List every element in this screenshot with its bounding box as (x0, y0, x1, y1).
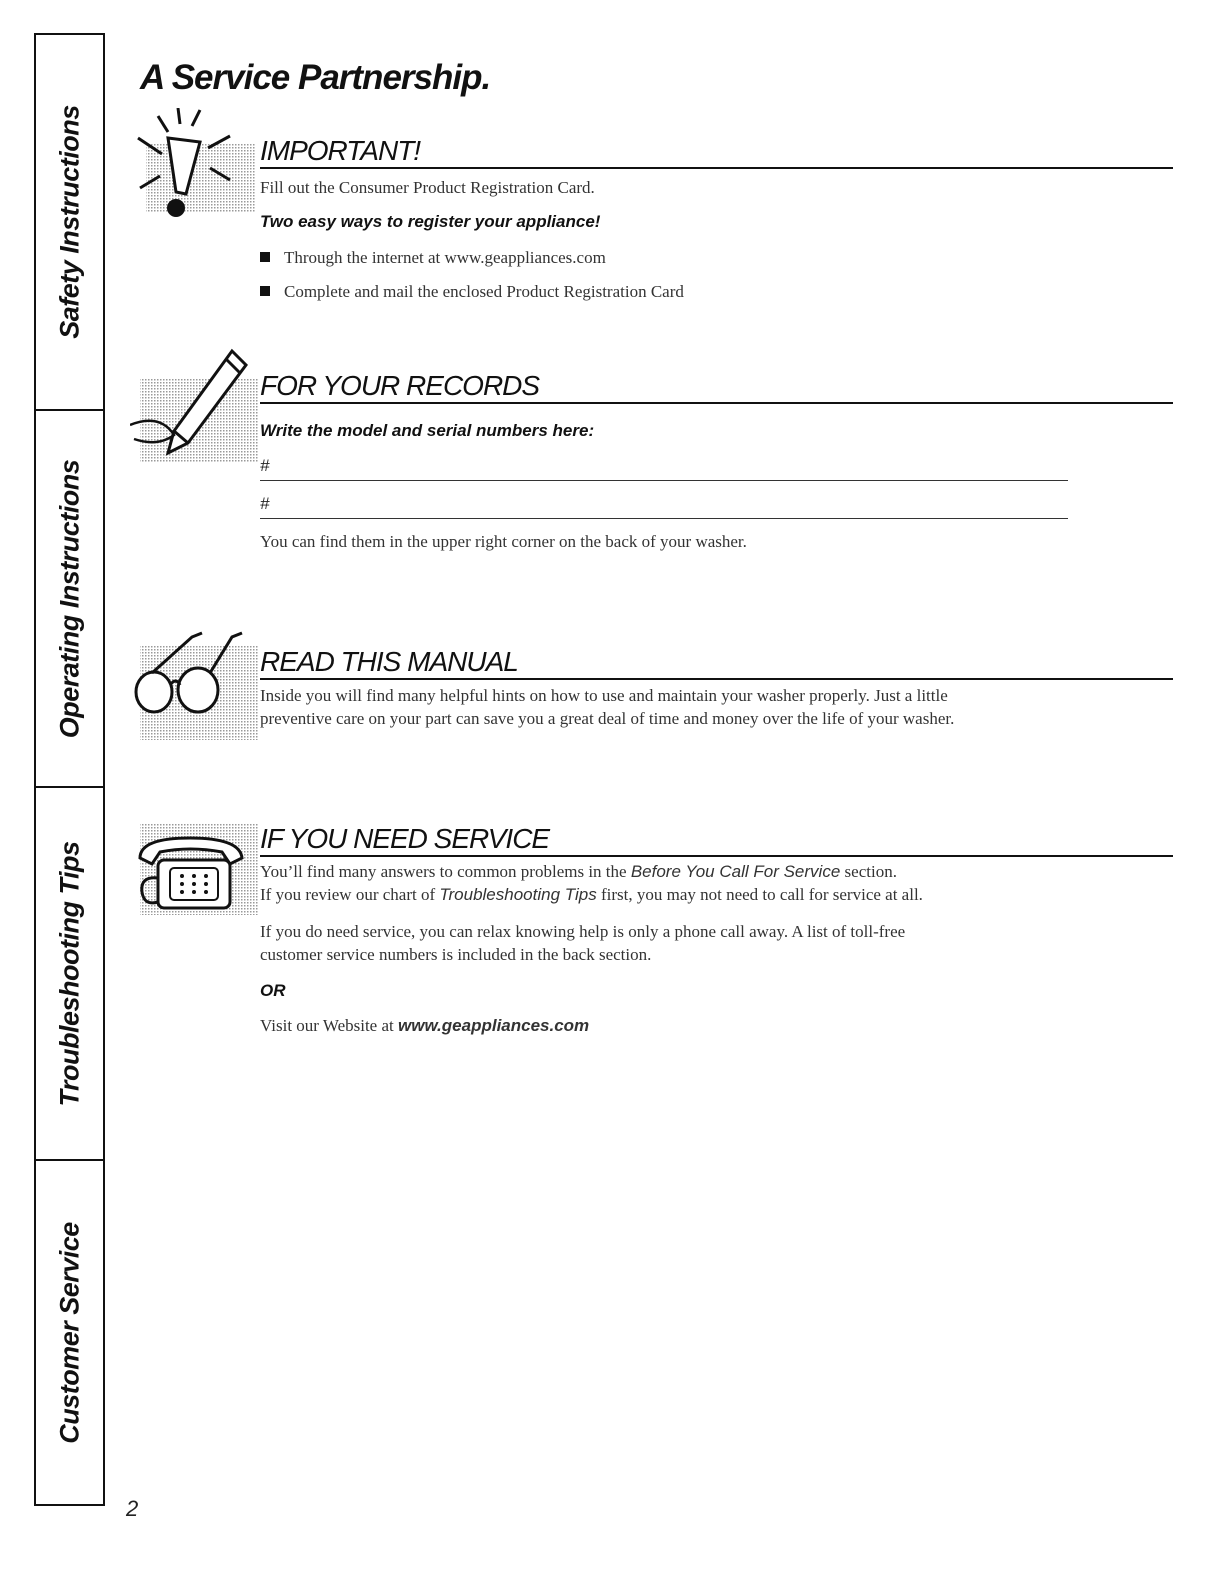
text-run: Visit our Website at (260, 1016, 394, 1035)
page-number: 2 (126, 1496, 139, 1521)
section-tabs (34, 33, 105, 1506)
or-label: OR (260, 981, 286, 1000)
telephone-icon (130, 818, 260, 918)
service-text-line: customer service numbers is included in the back section. (260, 945, 652, 964)
list-item (260, 282, 684, 302)
tab-customer-service[interactable] (36, 1161, 103, 1504)
website-line (260, 1016, 589, 1035)
list-item (260, 248, 606, 268)
tab-operating-instructions[interactable] (36, 411, 103, 788)
records-section (130, 343, 1173, 563)
glasses-icon (130, 625, 260, 745)
important-section (130, 108, 1173, 308)
text-run: You’ll find many answers to common problems in the (260, 862, 627, 881)
manual-heading: READ THIS MANUAL (260, 647, 1173, 680)
serial-number-line[interactable] (260, 494, 1068, 519)
text-run: If you review our chart of (260, 885, 436, 904)
section-reference: Troubleshooting Tips (439, 885, 597, 904)
service-heading: IF YOU NEED SERVICE (260, 824, 1173, 857)
manual-text-line: Inside you will find many helpful hints on how to use and maintain your washer properly. Just a little (260, 686, 948, 705)
pencil-icon (130, 343, 260, 468)
model-number-line[interactable] (260, 456, 1068, 481)
website-link[interactable]: www.geappliances.com (398, 1016, 590, 1035)
tab-label: Customer Service (54, 1221, 84, 1444)
bullet-text: Complete and mail the enclosed Product Registration Card (284, 282, 684, 301)
tab-label: Operating Instructions (54, 459, 84, 738)
service-text-line (260, 862, 897, 881)
tab-safety-instructions[interactable] (36, 35, 103, 411)
important-heading: IMPORTANT! (260, 136, 1173, 169)
line-prefix: # (260, 494, 270, 513)
records-heading: FOR YOUR RECORDS (260, 371, 1173, 404)
service-text-line (260, 885, 923, 904)
bullet-text: Through the internet at www.geappliances.com (284, 248, 606, 267)
manual-text-line: preventive care on your part can save you a great deal of time and money over the life of your washer. (260, 709, 955, 728)
manual-section (130, 625, 1173, 750)
records-note: You can find them in the upper right corner on the back of your washer. (260, 532, 747, 551)
section-reference: Before You Call For Service (630, 862, 841, 881)
service-text-line: If you do need service, you can relax knowing help is only a phone call away. A list of toll-free (260, 922, 906, 941)
tab-label: Safety Instructions (54, 105, 84, 339)
text-run: section. (844, 862, 897, 881)
page-title: A Service Partnership. (140, 58, 491, 97)
line-prefix: # (260, 456, 270, 475)
exclamation-icon (130, 108, 260, 223)
bullet-icon (260, 252, 270, 262)
registration-intro: Fill out the Consumer Product Registration Card. (260, 178, 595, 197)
bullet-icon (260, 286, 270, 296)
tab-troubleshooting-tips[interactable] (36, 788, 103, 1161)
tab-label: Troubleshooting Tips (54, 841, 84, 1106)
service-section (130, 818, 1173, 1038)
register-subheading: Two easy ways to register your appliance! (260, 212, 601, 231)
text-run: first, you may not need to call for service at all. (600, 885, 923, 904)
records-subheading: Write the model and serial numbers here: (260, 421, 595, 440)
